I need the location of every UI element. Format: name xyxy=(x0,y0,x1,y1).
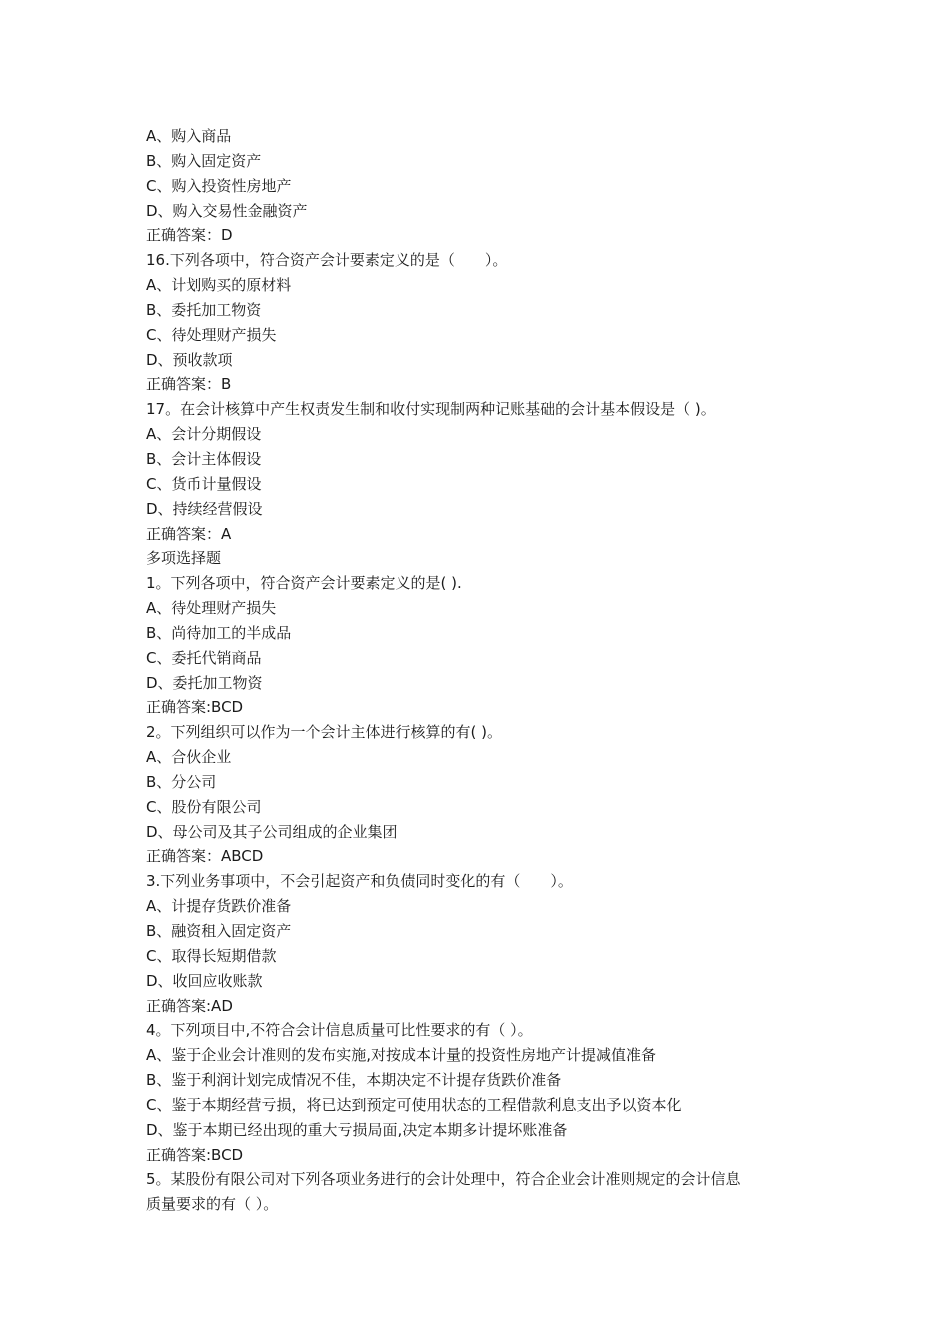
option-c: C、待处理财产损失 xyxy=(146,325,277,344)
option-d: D、预收款项 xyxy=(146,350,233,369)
question-2: 2。下列组织可以作为一个会计主体进行核算的有( )。 xyxy=(146,723,503,742)
option-a: A、计提存货跌价准备 xyxy=(146,897,292,916)
question-16: 16.下列各项中，符合资产会计要素定义的是（ ）。 xyxy=(146,251,508,270)
option-c: C、委托代销商品 xyxy=(146,648,262,667)
option-c: C、购入投资性房地产 xyxy=(146,176,292,195)
answer: 正确答案:BCD xyxy=(146,698,244,717)
option-b: B、分公司 xyxy=(146,772,217,791)
answer: 正确答案:AD xyxy=(146,996,233,1015)
option-b: B、购入固定资产 xyxy=(146,151,262,170)
option-a: A、鉴于企业会计准则的发布实施,对按成本计量的投资性房地产计提减值准备 xyxy=(146,1046,657,1065)
option-b: B、委托加工物资 xyxy=(146,300,262,319)
option-c: C、鉴于本期经营亏损，将已达到预定可使用状态的工程借款利息支出予以资本化 xyxy=(146,1095,682,1114)
option-a: A、购入商品 xyxy=(146,127,232,145)
option-a: A、合伙企业 xyxy=(146,748,232,767)
answer: 正确答案:BCD xyxy=(146,1145,244,1164)
question-5-continued: 质量要求的有（ ）。 xyxy=(146,1195,279,1214)
option-c: C、货币计量假设 xyxy=(146,474,262,493)
option-d: D、持续经营假设 xyxy=(146,499,263,518)
question-4: 4。下列项目中,不符合会计信息质量可比性要求的有（ ）。 xyxy=(146,1021,533,1040)
answer: 正确答案：A xyxy=(146,524,232,543)
answer: 正确答案：ABCD xyxy=(146,847,264,866)
question-3: 3.下列业务事项中，不会引起资产和负债同时变化的有（ ）。 xyxy=(146,872,573,891)
question-5: 5。某股份有限公司对下列各项业务进行的会计处理中，符合企业会计准则规定的会计信息 xyxy=(146,1170,741,1189)
option-c: C、股份有限公司 xyxy=(146,797,262,816)
option-a: A、计划购买的原材料 xyxy=(146,276,292,295)
question-17: 17。在会计核算中产生权责发生制和收付实现制两种记账基础的会计基本假设是（ )。 xyxy=(146,400,716,419)
section-heading: 多项选择题 xyxy=(146,549,222,568)
option-d: D、鉴于本期已经出现的重大亏损局面,决定本期多计提坏账准备 xyxy=(146,1120,568,1139)
question-1: 1。下列各项中，符合资产会计要素定义的是( ). xyxy=(146,574,462,593)
option-d: D、母公司及其子公司组成的企业集团 xyxy=(146,822,398,841)
option-c: C、取得长短期借款 xyxy=(146,946,277,965)
option-a: A、会计分期假设 xyxy=(146,425,262,444)
option-b: B、融资租入固定资产 xyxy=(146,922,292,940)
option-b: B、尚待加工的半成品 xyxy=(146,623,292,642)
answer: 正确答案：D xyxy=(146,226,233,245)
option-d: D、收回应收账款 xyxy=(146,971,263,990)
option-b: B、会计主体假设 xyxy=(146,449,262,468)
document-body xyxy=(146,124,826,1217)
answer: 正确答案：B xyxy=(146,375,232,394)
option-a: A、待处理财产损失 xyxy=(146,599,277,618)
option-d: D、购入交易性金融资产 xyxy=(146,201,308,220)
option-b: B、鉴于利润计划完成情况不佳，本期决定不计提存货跌价准备 xyxy=(146,1071,562,1090)
option-d: D、委托加工物资 xyxy=(146,673,263,692)
